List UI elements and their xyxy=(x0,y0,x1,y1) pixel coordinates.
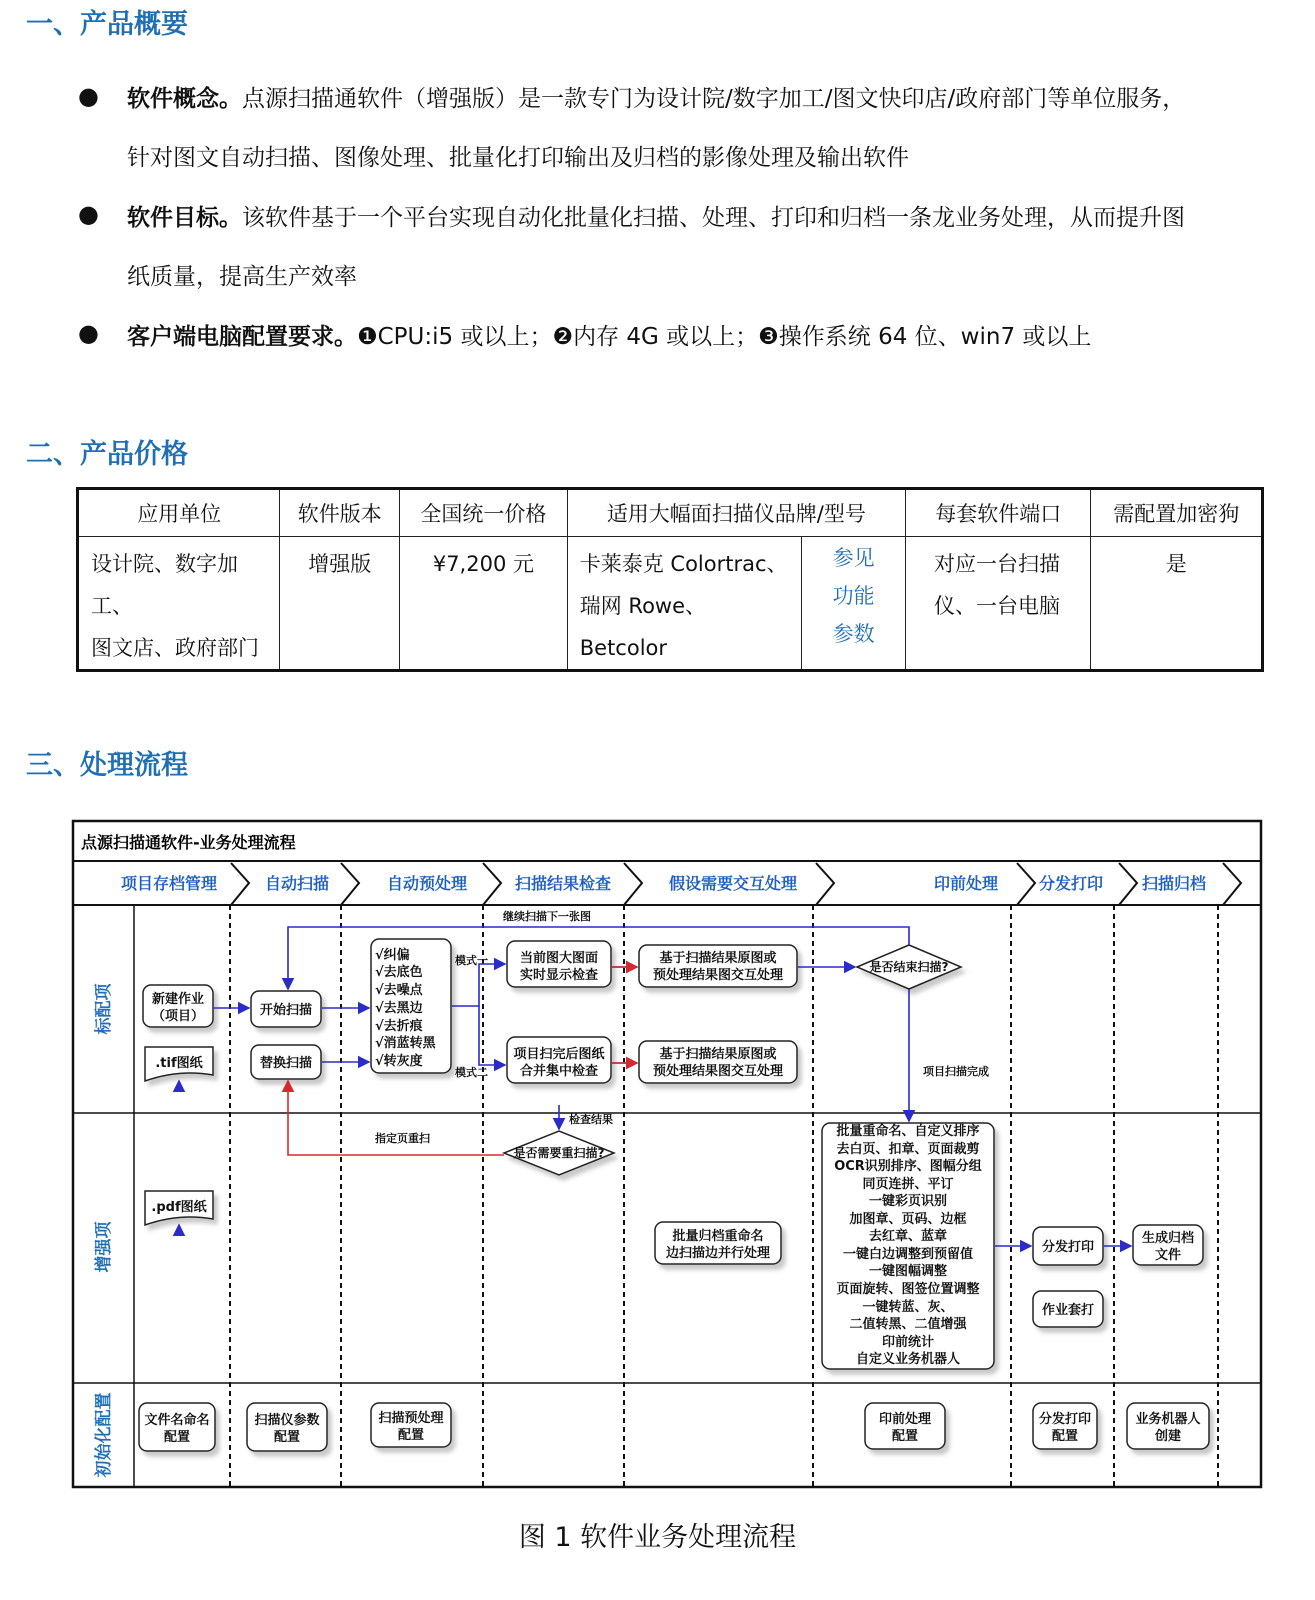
cell-line: 功能 xyxy=(832,584,875,608)
node-cfg: 配置 xyxy=(273,1430,301,1445)
cell-line: 卡莱泰克 Colortrac、 xyxy=(579,552,788,576)
decision-rescan: 是否需要重扫描? xyxy=(513,1146,605,1160)
node-new-job: 新建作业 xyxy=(151,992,205,1007)
node-gen-archive: 生成归档 xyxy=(1141,1231,1195,1246)
node-cfg: 配置 xyxy=(891,1429,919,1444)
node-interact: 基于扫描结果原图或 xyxy=(659,1047,777,1062)
preproc-item: √去折痕 xyxy=(375,1019,423,1034)
cell-unit xyxy=(78,537,280,671)
preproc-item: √纠偏 xyxy=(375,948,410,963)
cell-line: 瑞网 Rowe、 xyxy=(579,594,707,618)
table-header: 需配置加密狗 xyxy=(1091,489,1263,537)
flow-diagram xyxy=(71,819,1263,1489)
prepress-item: OCR识别排序、图幅分组 xyxy=(834,1159,982,1174)
preproc-item: √去底色 xyxy=(375,965,423,980)
node-job-print: 作业套打 xyxy=(1041,1303,1095,1318)
cell-port xyxy=(905,537,1091,671)
mode-label: 模式二 xyxy=(455,1066,488,1079)
node-interact: 基于扫描结果原图或 xyxy=(659,951,777,966)
cell-price xyxy=(400,537,568,671)
stage-label: 分发打印 xyxy=(1038,874,1104,893)
node-batch-archive: 边扫描边并行处理 xyxy=(665,1246,771,1261)
cell-line: 对应一台扫描 xyxy=(933,552,1060,576)
cell-line: 仪、一台电脑 xyxy=(933,594,1060,618)
node-merge-check: 合并集中检查 xyxy=(519,1064,599,1079)
preproc-item: √消蓝转黑 xyxy=(375,1036,436,1051)
table-header: 每套软件端口 xyxy=(905,489,1091,537)
prepress-item: 一键图幅调整 xyxy=(868,1264,948,1279)
bullet: ● xyxy=(78,200,99,228)
section-title-flow: 三、处理流程 xyxy=(26,750,188,781)
table-header: 适用大幅面扫描仪品牌/型号 xyxy=(567,489,905,537)
prepress-item: 去白页、扣章、页面裁剪 xyxy=(836,1142,980,1157)
table-header: 应用单位 xyxy=(78,489,280,537)
figure-caption: 图 1 软件业务处理流程 xyxy=(518,1522,797,1553)
node-tif: .tif图纸 xyxy=(155,1056,203,1071)
stage-label: 印前处理 xyxy=(933,874,999,893)
cell-version xyxy=(280,537,400,671)
node-cfg: 配置 xyxy=(1051,1429,1079,1444)
node-interact: 预处理结果图交互处理 xyxy=(652,1064,784,1079)
rescan-page-label: 指定页重扫 xyxy=(375,1132,430,1145)
node-batch-archive: 批量归档重命名 xyxy=(672,1229,764,1244)
stage-label: 项目存档管理 xyxy=(120,874,218,893)
prepress-item: 印前统计 xyxy=(881,1335,935,1350)
node-start-scan: 开始扫描 xyxy=(259,1003,313,1018)
lane-label: 增强项 xyxy=(94,1221,114,1273)
stage-label: 自动预处理 xyxy=(386,874,468,893)
node-merge-check: 项目扫完后图纸 xyxy=(513,1047,605,1062)
node-replace-scan: 替换扫描 xyxy=(259,1056,313,1071)
prepress-item: 去红章、蓝章 xyxy=(868,1229,948,1244)
project-done-label: 项目扫描完成 xyxy=(923,1065,989,1078)
table-header: 全国统一价格 xyxy=(400,489,568,537)
prepress-item: 同页连拼、平订 xyxy=(862,1177,954,1192)
node-new-job: （项目） xyxy=(151,1009,205,1024)
lane-label: 标配项 xyxy=(94,983,114,1035)
node-cfg: 创建 xyxy=(1154,1429,1182,1444)
node-cfg: 印前处理 xyxy=(878,1412,932,1427)
cell-line: Betcolor xyxy=(579,636,668,660)
lane-label: 初始化配置 xyxy=(94,1392,114,1478)
stage-label: 扫描归档 xyxy=(1141,874,1207,893)
overview-item-2-cont: 纸质量，提高生产效率 xyxy=(127,264,357,290)
prepress-item: 一键彩页识别 xyxy=(868,1194,948,1209)
decision-end-scan: 是否结束扫描? xyxy=(869,960,949,974)
check-result-label: 检查结果 xyxy=(569,1113,613,1126)
overview-item-2-text: 该软件基于一个平台实现自动化批量化扫描、处理、打印和归档一条龙业务处理，从而提升图 xyxy=(242,205,1185,231)
table-header: 软件版本 xyxy=(280,489,400,537)
overview-item-3-text: ❶CPU:i5 或以上；❷内存 4G 或以上；❸操作系统 64 位、win7 或以上 xyxy=(357,324,1092,350)
stage-label: 假设需要交互处理 xyxy=(668,874,798,893)
node-live-check: 实时显示检查 xyxy=(519,968,599,983)
overview-item-2 xyxy=(127,199,1185,232)
section-title-overview: 一、产品概要 xyxy=(26,9,188,40)
prepress-item: 一键转蓝、灰、 xyxy=(862,1300,954,1315)
cell-line: 是 xyxy=(1165,552,1187,576)
bullet: ● xyxy=(78,82,99,110)
cell-line: 参见 xyxy=(832,546,875,570)
node-cfg: 扫描仪参数 xyxy=(254,1413,320,1428)
node-cfg: 文件名命名 xyxy=(144,1413,210,1428)
flow-title: 点源扫描通软件-业务处理流程 xyxy=(81,833,296,852)
node-cfg: 业务机器人 xyxy=(1135,1412,1201,1427)
node-cfg: 分发打印 xyxy=(1038,1412,1092,1427)
price-table-header-row xyxy=(78,489,1263,537)
prepress-item: 加图章、页码、边框 xyxy=(849,1212,967,1227)
overview-item-3-label: 客户端电脑配置要求。 xyxy=(127,324,357,350)
overview-item-1-text: 点源扫描通软件（增强版）是一款专门为设计院/数字加工/图文快印店/政府部门等单位服务， xyxy=(242,86,1186,112)
overview-item-1-label: 软件概念。 xyxy=(127,86,242,112)
prepress-item: 自定义业务机器人 xyxy=(855,1352,961,1367)
cell-line: 设计院、数字加工、 xyxy=(91,552,238,618)
table-row xyxy=(78,537,1263,671)
prepress-item: 批量重命名、自定义排序 xyxy=(836,1124,980,1139)
prepress-item: 二值转黑、二值增强 xyxy=(849,1317,967,1332)
cell-line: ¥7,200 元 xyxy=(432,552,534,576)
node-dist-print: 分发打印 xyxy=(1041,1240,1095,1255)
overview-item-1 xyxy=(127,80,1185,113)
cell-reference xyxy=(802,537,906,671)
section-title-price: 二、产品价格 xyxy=(26,439,188,470)
stage-label: 扫描结果检查 xyxy=(514,874,612,893)
overview-item-3 xyxy=(127,318,1091,351)
node-live-check: 当前图大图面 xyxy=(519,951,599,966)
price-table xyxy=(76,487,1264,672)
node-cfg: 配置 xyxy=(397,1428,425,1443)
overview-item-1-cont: 针对图文自动扫描、图像处理、批量化打印输出及归档的影像处理及输出软件 xyxy=(127,145,909,171)
cell-line: 增强版 xyxy=(308,552,372,576)
preproc-item: √去噪点 xyxy=(375,983,423,998)
cell-brand xyxy=(567,537,802,671)
overview-item-2-label: 软件目标。 xyxy=(127,205,242,231)
preproc-item: √去黑边 xyxy=(375,1001,423,1016)
prepress-item: 一键白边调整到预留值 xyxy=(842,1247,974,1262)
node-cfg: 扫描预处理 xyxy=(378,1411,444,1426)
node-cfg: 配置 xyxy=(163,1430,191,1445)
preproc-item: √转灰度 xyxy=(375,1054,423,1069)
stage-label: 自动扫描 xyxy=(264,874,330,893)
cell-dongle xyxy=(1091,537,1263,671)
cell-line: 参数 xyxy=(832,622,875,646)
node-pdf: .pdf图纸 xyxy=(151,1200,207,1215)
continue-label: 继续扫描下一张图 xyxy=(503,910,591,923)
flow-frame xyxy=(73,821,1261,1487)
mode-label: 模式一 xyxy=(455,954,488,967)
node-interact: 预处理结果图交互处理 xyxy=(652,968,784,983)
cell-line: 图文店、政府部门 xyxy=(91,636,259,660)
prepress-item: 页面旋转、图签位置调整 xyxy=(836,1282,980,1297)
bullet: ● xyxy=(78,319,99,347)
node-gen-archive: 文件 xyxy=(1154,1248,1182,1263)
